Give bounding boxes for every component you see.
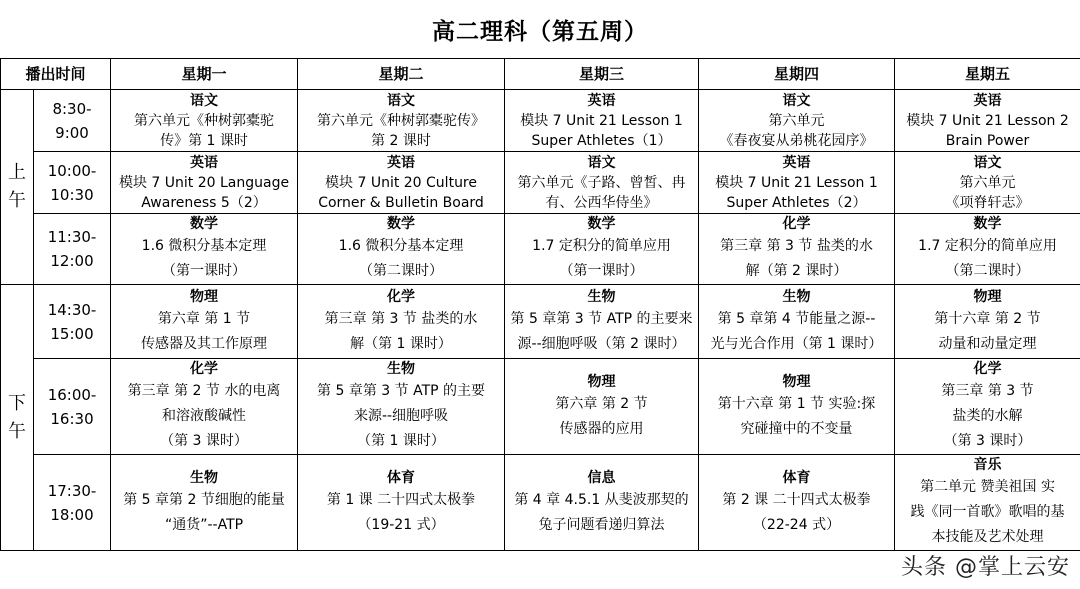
lesson-cell	[505, 285, 699, 359]
lesson-topic: 第六单元 《项脊轩志》	[945, 174, 1030, 211]
lesson-subject: 语文	[587, 154, 616, 171]
lesson-cell	[699, 90, 895, 152]
lesson-subject: 英语	[973, 92, 1002, 109]
lesson-cell	[298, 90, 505, 152]
lesson-subject: 生物	[387, 361, 416, 377]
schedule-row	[1, 152, 1080, 214]
day-header-mon: 星期一	[111, 59, 298, 90]
schedule-row	[1, 90, 1080, 152]
lesson-topic: 第 5 章第 3 节 ATP 的主要来 源--细胞呼吸（第 2 课时）	[510, 310, 693, 352]
lesson-subject: 体育	[387, 469, 416, 486]
lesson-topic: 第 5 章第 4 节能量之源-- 光与光合作用（第 1 课时）	[710, 310, 883, 352]
lesson-topic: 第 5 章第 3 节 ATP 的主要 来源--细胞呼吸 （第 1 课时）	[317, 383, 486, 449]
lesson-subject: 体育	[782, 469, 811, 486]
day-header-fri: 星期五	[895, 59, 1080, 90]
lesson-topic: 第十六章 第 1 节 实验:探 究碰撞中的不变量	[717, 395, 876, 437]
lesson-subject: 语文	[973, 154, 1002, 171]
lesson-cell	[895, 359, 1080, 455]
lesson-topic: 模块 7 Unit 20 Culture Corner & Bulletin Board	[318, 174, 484, 211]
lesson-cell	[111, 152, 298, 214]
lesson-cell	[505, 152, 699, 214]
day-header-thu: 星期四	[699, 59, 895, 90]
day-header-tue: 星期二	[298, 59, 505, 90]
lesson-subject: 化学	[190, 361, 219, 377]
lesson-subject: 物理	[973, 288, 1002, 305]
lesson-subject: 物理	[190, 288, 219, 305]
lesson-subject: 物理	[782, 373, 811, 390]
lesson-subject: 信息	[587, 469, 616, 486]
lesson-topic: 第 5 章第 2 节细胞的能量 “通货”--ATP	[123, 491, 285, 533]
lesson-cell	[111, 90, 298, 152]
lesson-topic: 第二单元 赞美祖国 实 践《同一首歌》歌唱的基 本技能及艺术处理	[910, 479, 1065, 545]
lesson-cell	[111, 455, 298, 551]
lesson-cell	[298, 152, 505, 214]
lesson-cell	[895, 455, 1080, 551]
lesson-cell	[699, 152, 895, 214]
lesson-subject: 生物	[190, 469, 219, 486]
lesson-subject: 物理	[587, 373, 616, 390]
lesson-topic: 第六章 第 1 节 传感器及其工作原理	[141, 310, 268, 352]
lesson-topic: 第三章 第 2 节 水的电离 和溶液酸碱性 （第 3 课时）	[127, 383, 281, 449]
lesson-subject: 数学	[973, 216, 1002, 232]
lesson-cell	[895, 152, 1080, 214]
lesson-topic: 第 4 章 4.5.1 从斐波那契的 兔子问题看递归算法	[514, 491, 689, 533]
time-slot: 10:00- 10:30	[34, 152, 111, 214]
header-row	[1, 59, 1080, 90]
lesson-topic: 1.6 微积分基本定理 （第一课时）	[141, 238, 267, 279]
lesson-cell	[111, 214, 298, 285]
lesson-subject: 音乐	[973, 457, 1002, 473]
time-slot: 16:00- 16:30	[34, 359, 111, 455]
lesson-subject: 生物	[587, 288, 616, 305]
lesson-cell	[699, 455, 895, 551]
lesson-cell	[895, 214, 1080, 285]
lesson-cell	[895, 90, 1080, 152]
lesson-topic: 1.6 微积分基本定理 （第二课时）	[338, 238, 464, 279]
lesson-cell	[298, 455, 505, 551]
time-slot: 8:30- 9:00	[34, 90, 111, 152]
lesson-topic: 第 2 课 二十四式太极拳 （22-24 式）	[722, 491, 871, 533]
lesson-topic: 第六单元《种树郭橐驼传》 第 2 课时	[317, 112, 486, 149]
lesson-topic: 第三章 第 3 节 盐类的水 解（第 1 课时）	[324, 310, 478, 352]
lesson-subject: 语文	[190, 92, 219, 109]
lesson-topic: 第 1 课 二十四式太极拳 （19-21 式）	[326, 491, 476, 533]
lesson-cell	[699, 214, 895, 285]
lesson-topic: 模块 7 Unit 21 Lesson 2 Brain Power	[906, 112, 1069, 149]
lesson-cell	[895, 285, 1080, 359]
lesson-topic: 第三章 第 3 节 盐类的水 解（第 2 课时）	[720, 238, 873, 279]
lesson-subject: 语文	[387, 92, 416, 109]
lesson-topic: 第三章 第 3 节 盐类的水解 （第 3 课时）	[941, 383, 1034, 449]
lesson-subject: 英语	[387, 154, 416, 171]
lesson-subject: 化学	[387, 288, 416, 305]
lesson-topic: 模块 7 Unit 21 Lesson 1 Super Athletes（2）	[715, 174, 878, 211]
timetable	[0, 58, 1080, 551]
schedule-row	[1, 455, 1080, 551]
lesson-cell	[505, 214, 699, 285]
lesson-topic: 模块 7 Unit 21 Lesson 1 Super Athletes（1）	[520, 112, 683, 149]
schedule-row	[1, 214, 1080, 285]
lesson-cell	[298, 214, 505, 285]
lesson-topic: 第十六章 第 2 节 动量和动量定理	[934, 310, 1041, 352]
lesson-cell	[505, 455, 699, 551]
lesson-subject: 生物	[782, 288, 811, 305]
day-header-wed: 星期三	[505, 59, 699, 90]
watermark: 头条 @掌上云安	[901, 555, 1070, 580]
lesson-cell	[699, 359, 895, 455]
lesson-topic: 1.7 定积分的简单应用 （第一课时）	[532, 238, 671, 279]
period-morning: 上 午	[1, 90, 34, 285]
lesson-subject: 化学	[973, 361, 1002, 377]
time-slot: 17:30- 18:00	[34, 455, 111, 551]
time-column-header: 播出时间	[1, 59, 111, 90]
lesson-subject: 数学	[387, 216, 416, 232]
lesson-topic: 第六章 第 2 节 传感器的应用	[555, 395, 648, 437]
lesson-cell	[111, 285, 298, 359]
lesson-topic: 第六单元《种树郭橐驼 传》第 1 课时	[134, 112, 275, 149]
lesson-cell	[699, 285, 895, 359]
lesson-subject: 数学	[190, 216, 219, 232]
lesson-cell	[505, 90, 699, 152]
lesson-subject: 英语	[190, 154, 219, 171]
lesson-cell	[505, 359, 699, 455]
lesson-topic: 1.7 定积分的简单应用 （第二课时）	[918, 238, 1057, 279]
lesson-subject: 化学	[782, 216, 811, 232]
page-title: 高二理科（第五周）	[0, 0, 1080, 59]
lesson-cell	[298, 285, 505, 359]
period-afternoon: 下 午	[1, 285, 34, 551]
lesson-topic: 模块 7 Unit 20 Language Awareness 5（2）	[118, 174, 290, 211]
time-slot: 14:30- 15:00	[34, 285, 111, 359]
lesson-topic: 第六单元《子路、曾皙、冉 有、公西华侍坐》	[517, 174, 686, 211]
lesson-subject: 英语	[587, 92, 616, 109]
time-slot: 11:30- 12:00	[34, 214, 111, 285]
schedule-row	[1, 359, 1080, 455]
lesson-subject: 数学	[587, 216, 616, 232]
lesson-cell	[298, 359, 505, 455]
lesson-subject: 语文	[782, 92, 811, 109]
lesson-cell	[111, 359, 298, 455]
lesson-subject: 英语	[782, 154, 811, 171]
lesson-topic: 第六单元 《春夜宴从弟桃花园序》	[719, 112, 874, 149]
schedule-row	[1, 285, 1080, 359]
